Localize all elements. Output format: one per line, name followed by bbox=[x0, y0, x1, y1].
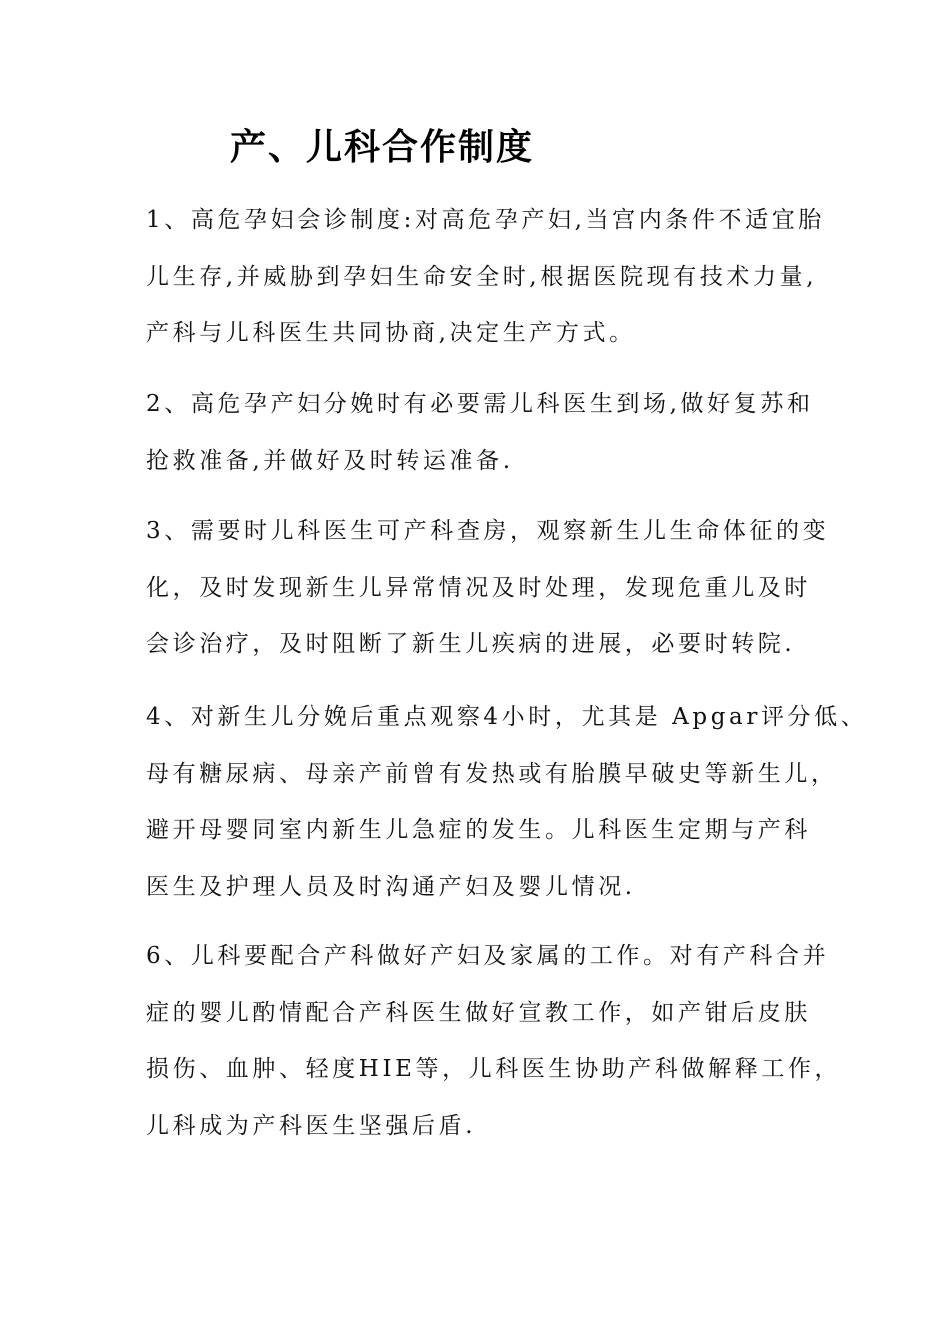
paragraph-line: 儿科成为产科医生坚强后盾. bbox=[146, 1112, 477, 1139]
paragraph-2 bbox=[146, 376, 846, 489]
paragraph-line: 避开母婴同室内新生儿急症的发生。儿科医生定期与产科 bbox=[146, 817, 811, 843]
paragraph-line: 症的婴儿酌情配合产科医生做好宣教工作，如产钳后皮肤 bbox=[146, 999, 811, 1026]
paragraph-line: 儿生存,并威胁到孕妇生命安全时,根据医院现有技术力量, bbox=[146, 263, 818, 290]
paragraph-line: 3、需要时儿科医生可产科查房，观察新生儿生命体征的变 bbox=[146, 518, 830, 544]
paragraph-5 bbox=[146, 928, 846, 1154]
paragraph-line: 会诊治疗，及时阻断了新生儿疾病的进展，必要时转院. bbox=[146, 631, 796, 657]
paragraph-line: 1、高危孕妇会诊制度:对高危孕产妇,当宫内条件不适宜胎 bbox=[146, 207, 825, 233]
paragraph-line: 化，及时发现新生儿异常情况及时处理，发现危重儿及时 bbox=[146, 574, 811, 601]
paragraph-line: 产科与儿科医生共同协商,决定生产方式。 bbox=[146, 320, 636, 346]
paragraph-line: 母有糖尿病、母亲产前曾有发热或有胎膜早破史等新生儿， bbox=[146, 760, 838, 787]
paragraph-line: 2、高危孕产妇分娩时有必要需儿科医生到场,做好复苏和 bbox=[146, 391, 814, 417]
paragraph-line: 医生及护理人员及时沟通产妇及婴儿情况. bbox=[146, 873, 636, 900]
paragraph-line: 抢救准备,并做好及时转运准备. bbox=[146, 447, 514, 474]
paragraph-line: 4、对新生儿分娩后重点观察4小时，尤其是 Apgar评分低、 bbox=[146, 704, 868, 730]
paragraph-4 bbox=[146, 689, 868, 915]
document-title: 产、儿科合作制度 bbox=[230, 127, 535, 168]
paragraph-1 bbox=[146, 192, 846, 362]
paragraph-line: 损伤、血肿、轻度HIE等，儿科医生协助产科做解释工作， bbox=[146, 1056, 842, 1082]
paragraph-3 bbox=[146, 503, 846, 673]
paragraph-line: 6、儿科要配合产科做好产妇及家属的工作。对有产科合并 bbox=[146, 943, 830, 969]
